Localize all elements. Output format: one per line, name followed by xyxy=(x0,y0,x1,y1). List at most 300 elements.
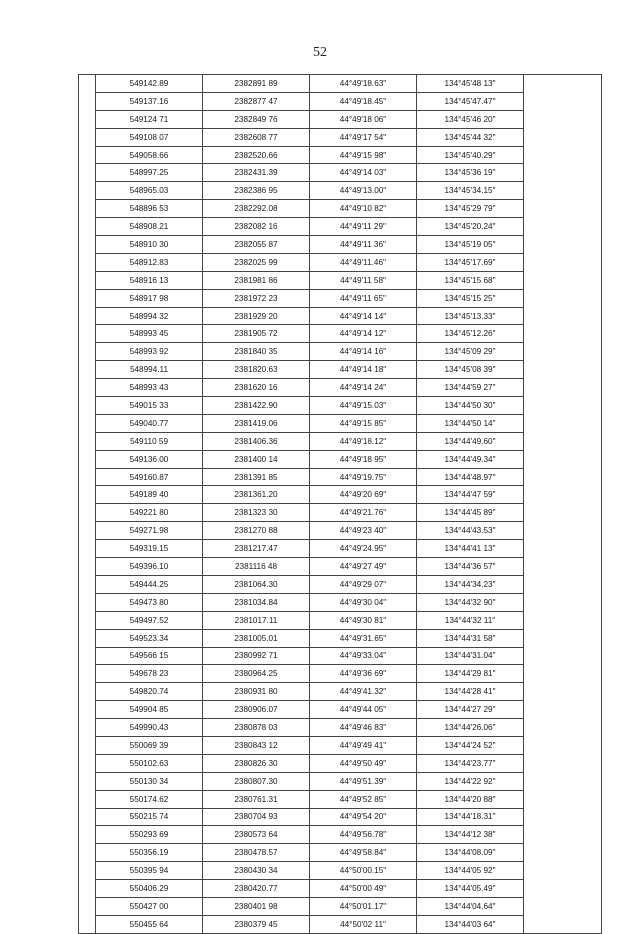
row-margin-cell xyxy=(79,558,96,576)
x-coordinate-cell: 550427 00 xyxy=(96,897,203,915)
x-coordinate-cell: 548993 43 xyxy=(96,379,203,397)
row-margin-cell xyxy=(79,182,96,200)
row-notes-cell xyxy=(524,540,602,558)
latitude-cell: 44°50'00 49" xyxy=(310,880,417,898)
latitude-cell: 44°49'21.76" xyxy=(310,504,417,522)
latitude-cell: 44°49'20 69" xyxy=(310,486,417,504)
longitude-cell: 134°44'59 27" xyxy=(417,379,524,397)
row-notes-cell xyxy=(524,450,602,468)
longitude-cell: 134°44'50 30" xyxy=(417,397,524,415)
table-row xyxy=(79,164,602,182)
latitude-cell: 44°49'14 12" xyxy=(310,325,417,343)
y-coordinate-cell: 2381929 20 xyxy=(203,307,310,325)
table-row xyxy=(79,629,602,647)
row-margin-cell xyxy=(79,540,96,558)
x-coordinate-cell: 548997.25 xyxy=(96,164,203,182)
x-coordinate-cell: 550356.19 xyxy=(96,844,203,862)
longitude-cell: 134°44'23.77" xyxy=(417,754,524,772)
y-coordinate-cell: 2382520.66 xyxy=(203,146,310,164)
latitude-cell: 44°49'30 81" xyxy=(310,611,417,629)
row-notes-cell xyxy=(524,665,602,683)
row-margin-cell xyxy=(79,307,96,325)
longitude-cell: 134°45'19 05" xyxy=(417,236,524,254)
longitude-cell: 134°45'47.47" xyxy=(417,92,524,110)
y-coordinate-cell: 2380906.07 xyxy=(203,701,310,719)
x-coordinate-cell: 548916 13 xyxy=(96,271,203,289)
row-margin-cell xyxy=(79,289,96,307)
y-coordinate-cell: 2382849 76 xyxy=(203,110,310,128)
longitude-cell: 134°45'20.24" xyxy=(417,218,524,236)
x-coordinate-cell: 548917 98 xyxy=(96,289,203,307)
longitude-cell: 134°44'49.34" xyxy=(417,450,524,468)
longitude-cell: 134°45'08 39" xyxy=(417,361,524,379)
row-margin-cell xyxy=(79,754,96,772)
table-row xyxy=(79,719,602,737)
row-notes-cell xyxy=(524,379,602,397)
row-margin-cell xyxy=(79,146,96,164)
row-notes-cell xyxy=(524,593,602,611)
y-coordinate-cell: 2382431.39 xyxy=(203,164,310,182)
row-notes-cell xyxy=(524,128,602,146)
x-coordinate-cell: 549904 85 xyxy=(96,701,203,719)
coordinates-table xyxy=(78,74,602,934)
row-notes-cell xyxy=(524,218,602,236)
y-coordinate-cell: 2380573 64 xyxy=(203,826,310,844)
longitude-cell: 134°45'40.29" xyxy=(417,146,524,164)
row-margin-cell xyxy=(79,325,96,343)
x-coordinate-cell: 550174.62 xyxy=(96,790,203,808)
latitude-cell: 44°49'13.00" xyxy=(310,182,417,200)
row-margin-cell xyxy=(79,253,96,271)
row-margin-cell xyxy=(79,218,96,236)
latitude-cell: 44°49'14 03" xyxy=(310,164,417,182)
x-coordinate-cell: 548910 30 xyxy=(96,236,203,254)
row-margin-cell xyxy=(79,719,96,737)
latitude-cell: 44°49'11.46" xyxy=(310,253,417,271)
x-coordinate-cell: 549189 40 xyxy=(96,486,203,504)
longitude-cell: 134°44'04.64" xyxy=(417,897,524,915)
table-row xyxy=(79,915,602,933)
latitude-cell: 44°49'14 14" xyxy=(310,307,417,325)
y-coordinate-cell: 2382292.08 xyxy=(203,200,310,218)
table-row xyxy=(79,343,602,361)
x-coordinate-cell: 549678 23 xyxy=(96,665,203,683)
table-row xyxy=(79,772,602,790)
x-coordinate-cell: 549160.87 xyxy=(96,468,203,486)
latitude-cell: 44°49'46 83" xyxy=(310,719,417,737)
row-notes-cell xyxy=(524,611,602,629)
row-margin-cell xyxy=(79,826,96,844)
row-margin-cell xyxy=(79,504,96,522)
x-coordinate-cell: 549990.43 xyxy=(96,719,203,737)
longitude-cell: 134°45'12.26" xyxy=(417,325,524,343)
row-margin-cell xyxy=(79,432,96,450)
row-notes-cell xyxy=(524,862,602,880)
row-notes-cell xyxy=(524,361,602,379)
longitude-cell: 134°45'15 25" xyxy=(417,289,524,307)
row-margin-cell xyxy=(79,486,96,504)
row-margin-cell xyxy=(79,164,96,182)
latitude-cell: 44°49'18 95" xyxy=(310,450,417,468)
row-margin-cell xyxy=(79,92,96,110)
row-margin-cell xyxy=(79,880,96,898)
row-margin-cell xyxy=(79,665,96,683)
table-row xyxy=(79,665,602,683)
row-notes-cell xyxy=(524,754,602,772)
table-row xyxy=(79,361,602,379)
y-coordinate-cell: 2380878 03 xyxy=(203,719,310,737)
x-coordinate-cell: 550069 39 xyxy=(96,736,203,754)
x-coordinate-cell: 549444.25 xyxy=(96,575,203,593)
longitude-cell: 134°44'41 13" xyxy=(417,540,524,558)
longitude-cell: 134°44'36 57" xyxy=(417,558,524,576)
row-notes-cell xyxy=(524,182,602,200)
row-margin-cell xyxy=(79,128,96,146)
row-margin-cell xyxy=(79,414,96,432)
latitude-cell: 44°50'01.17" xyxy=(310,897,417,915)
x-coordinate-cell: 550455 64 xyxy=(96,915,203,933)
row-notes-cell xyxy=(524,325,602,343)
x-coordinate-cell: 549142.89 xyxy=(96,75,203,93)
table-row xyxy=(79,862,602,880)
x-coordinate-cell: 549473 80 xyxy=(96,593,203,611)
row-margin-cell xyxy=(79,468,96,486)
row-margin-cell xyxy=(79,844,96,862)
latitude-cell: 44°49'27 49" xyxy=(310,558,417,576)
y-coordinate-cell: 2382386 95 xyxy=(203,182,310,200)
table-row xyxy=(79,397,602,415)
latitude-cell: 44°49'30 04" xyxy=(310,593,417,611)
table-row xyxy=(79,450,602,468)
longitude-cell: 134°44'32 11" xyxy=(417,611,524,629)
coordinates-table-body xyxy=(79,75,602,934)
row-margin-cell xyxy=(79,271,96,289)
longitude-cell: 134°44'32 90" xyxy=(417,593,524,611)
row-notes-cell xyxy=(524,629,602,647)
longitude-cell: 134°45'34.15" xyxy=(417,182,524,200)
longitude-cell: 134°44'20 88" xyxy=(417,790,524,808)
y-coordinate-cell: 2380704 93 xyxy=(203,808,310,826)
y-coordinate-cell: 2381116 48 xyxy=(203,558,310,576)
longitude-cell: 134°44'34.23" xyxy=(417,575,524,593)
row-notes-cell xyxy=(524,808,602,826)
row-margin-cell xyxy=(79,75,96,93)
table-row xyxy=(79,92,602,110)
row-notes-cell xyxy=(524,110,602,128)
y-coordinate-cell: 2381034.84 xyxy=(203,593,310,611)
table-row xyxy=(79,486,602,504)
y-coordinate-cell: 2382891 89 xyxy=(203,75,310,93)
longitude-cell: 134°45'46 20" xyxy=(417,110,524,128)
x-coordinate-cell: 550215 74 xyxy=(96,808,203,826)
row-notes-cell xyxy=(524,468,602,486)
row-notes-cell xyxy=(524,504,602,522)
x-coordinate-cell: 549566 15 xyxy=(96,647,203,665)
row-margin-cell xyxy=(79,361,96,379)
table-row xyxy=(79,289,602,307)
latitude-cell: 44°49'49 41" xyxy=(310,736,417,754)
row-notes-cell xyxy=(524,146,602,164)
row-margin-cell xyxy=(79,808,96,826)
longitude-cell: 134°44'31.04" xyxy=(417,647,524,665)
longitude-cell: 134°44'03 64" xyxy=(417,915,524,933)
latitude-cell: 44°49'33.04" xyxy=(310,647,417,665)
latitude-cell: 44°49'29 07" xyxy=(310,575,417,593)
row-margin-cell xyxy=(79,772,96,790)
row-margin-cell xyxy=(79,379,96,397)
longitude-cell: 134°44'48.97" xyxy=(417,468,524,486)
table-row xyxy=(79,736,602,754)
longitude-cell: 134°44'08.09" xyxy=(417,844,524,862)
y-coordinate-cell: 2381005.01 xyxy=(203,629,310,647)
table-row xyxy=(79,844,602,862)
y-coordinate-cell: 2380826 30 xyxy=(203,754,310,772)
row-notes-cell xyxy=(524,92,602,110)
latitude-cell: 44°49'15 85" xyxy=(310,414,417,432)
table-row xyxy=(79,880,602,898)
x-coordinate-cell: 550406.29 xyxy=(96,880,203,898)
row-margin-cell xyxy=(79,915,96,933)
x-coordinate-cell: 549136.00 xyxy=(96,450,203,468)
row-notes-cell xyxy=(524,683,602,701)
row-margin-cell xyxy=(79,236,96,254)
row-margin-cell xyxy=(79,200,96,218)
table-row xyxy=(79,414,602,432)
row-notes-cell xyxy=(524,880,602,898)
y-coordinate-cell: 2380964.25 xyxy=(203,665,310,683)
latitude-cell: 44°49'50 49" xyxy=(310,754,417,772)
latitude-cell: 44°49'15.03" xyxy=(310,397,417,415)
latitude-cell: 44°49'18.63" xyxy=(310,75,417,93)
row-margin-cell xyxy=(79,897,96,915)
latitude-cell: 44°49'11 36" xyxy=(310,236,417,254)
table-row xyxy=(79,200,602,218)
row-margin-cell xyxy=(79,790,96,808)
row-notes-cell xyxy=(524,736,602,754)
row-notes-cell xyxy=(524,397,602,415)
latitude-cell: 44°49'15 98" xyxy=(310,146,417,164)
longitude-cell: 134°44'50 14" xyxy=(417,414,524,432)
y-coordinate-cell: 2382608 77 xyxy=(203,128,310,146)
row-margin-cell xyxy=(79,522,96,540)
table-row xyxy=(79,146,602,164)
row-notes-cell xyxy=(524,790,602,808)
table-row xyxy=(79,253,602,271)
y-coordinate-cell: 2380761.31 xyxy=(203,790,310,808)
longitude-cell: 134°44'05.49" xyxy=(417,880,524,898)
row-notes-cell xyxy=(524,343,602,361)
y-coordinate-cell: 2381972 23 xyxy=(203,289,310,307)
x-coordinate-cell: 549058.66 xyxy=(96,146,203,164)
longitude-cell: 134°44'18.31" xyxy=(417,808,524,826)
row-notes-cell xyxy=(524,558,602,576)
table-row xyxy=(79,325,602,343)
y-coordinate-cell: 2382025 99 xyxy=(203,253,310,271)
x-coordinate-cell: 549015 33 xyxy=(96,397,203,415)
x-coordinate-cell: 549497.52 xyxy=(96,611,203,629)
x-coordinate-cell: 550130 34 xyxy=(96,772,203,790)
latitude-cell: 44°49'31.65" xyxy=(310,629,417,647)
row-notes-cell xyxy=(524,307,602,325)
row-notes-cell xyxy=(524,844,602,862)
y-coordinate-cell: 2381400 14 xyxy=(203,450,310,468)
row-notes-cell xyxy=(524,271,602,289)
longitude-cell: 134°44'45 89" xyxy=(417,504,524,522)
y-coordinate-cell: 2381422.90 xyxy=(203,397,310,415)
row-notes-cell xyxy=(524,522,602,540)
longitude-cell: 134°45'36 19" xyxy=(417,164,524,182)
latitude-cell: 44°49'23 40" xyxy=(310,522,417,540)
row-notes-cell xyxy=(524,772,602,790)
latitude-cell: 44°49'10 82" xyxy=(310,200,417,218)
y-coordinate-cell: 2381840 35 xyxy=(203,343,310,361)
x-coordinate-cell: 548993 45 xyxy=(96,325,203,343)
row-notes-cell xyxy=(524,647,602,665)
row-notes-cell xyxy=(524,164,602,182)
row-margin-cell xyxy=(79,736,96,754)
x-coordinate-cell: 548896 53 xyxy=(96,200,203,218)
x-coordinate-cell: 550293 69 xyxy=(96,826,203,844)
y-coordinate-cell: 2381270 88 xyxy=(203,522,310,540)
latitude-cell: 44°49'51.39" xyxy=(310,772,417,790)
row-notes-cell xyxy=(524,289,602,307)
latitude-cell: 44°49'14 24" xyxy=(310,379,417,397)
longitude-cell: 134°45'29 79" xyxy=(417,200,524,218)
x-coordinate-cell: 549319.15 xyxy=(96,540,203,558)
latitude-cell: 44°49'54 20" xyxy=(310,808,417,826)
row-margin-cell xyxy=(79,397,96,415)
x-coordinate-cell: 548908.21 xyxy=(96,218,203,236)
y-coordinate-cell: 2381419.06 xyxy=(203,414,310,432)
row-margin-cell xyxy=(79,110,96,128)
row-margin-cell xyxy=(79,593,96,611)
y-coordinate-cell: 2381905 72 xyxy=(203,325,310,343)
latitude-cell: 44°49'14 16" xyxy=(310,343,417,361)
latitude-cell: 44°50'00.15" xyxy=(310,862,417,880)
row-margin-cell xyxy=(79,629,96,647)
y-coordinate-cell: 2381361.20 xyxy=(203,486,310,504)
table-row xyxy=(79,522,602,540)
x-coordinate-cell: 550102.63 xyxy=(96,754,203,772)
longitude-cell: 134°45'17.69" xyxy=(417,253,524,271)
y-coordinate-cell: 2380401 98 xyxy=(203,897,310,915)
row-margin-cell xyxy=(79,575,96,593)
latitude-cell: 44°49'17 54" xyxy=(310,128,417,146)
longitude-cell: 134°44'26.06" xyxy=(417,719,524,737)
y-coordinate-cell: 2380992 71 xyxy=(203,647,310,665)
row-margin-cell xyxy=(79,647,96,665)
y-coordinate-cell: 2381620 16 xyxy=(203,379,310,397)
table-row xyxy=(79,683,602,701)
table-row xyxy=(79,808,602,826)
x-coordinate-cell: 549396.10 xyxy=(96,558,203,576)
table-row xyxy=(79,236,602,254)
y-coordinate-cell: 2382082 16 xyxy=(203,218,310,236)
latitude-cell: 44°49'24.95" xyxy=(310,540,417,558)
y-coordinate-cell: 2380931 80 xyxy=(203,683,310,701)
row-notes-cell xyxy=(524,826,602,844)
row-notes-cell xyxy=(524,701,602,719)
row-notes-cell xyxy=(524,75,602,93)
table-row xyxy=(79,826,602,844)
longitude-cell: 134°44'27 29" xyxy=(417,701,524,719)
row-margin-cell xyxy=(79,683,96,701)
latitude-cell: 44°49'56.78" xyxy=(310,826,417,844)
y-coordinate-cell: 2382055 87 xyxy=(203,236,310,254)
table-row xyxy=(79,504,602,522)
x-coordinate-cell: 549221 80 xyxy=(96,504,203,522)
row-notes-cell xyxy=(524,253,602,271)
table-row xyxy=(79,897,602,915)
row-margin-cell xyxy=(79,450,96,468)
longitude-cell: 134°45'09 29" xyxy=(417,343,524,361)
x-coordinate-cell: 549271.98 xyxy=(96,522,203,540)
latitude-cell: 44°49'11 29" xyxy=(310,218,417,236)
table-row xyxy=(79,575,602,593)
y-coordinate-cell: 2381391 85 xyxy=(203,468,310,486)
row-notes-cell xyxy=(524,414,602,432)
latitude-cell: 44°49'52 85" xyxy=(310,790,417,808)
latitude-cell: 44°49'18 06" xyxy=(310,110,417,128)
longitude-cell: 134°44'22 92" xyxy=(417,772,524,790)
row-notes-cell xyxy=(524,575,602,593)
latitude-cell: 44°50'02 11" xyxy=(310,915,417,933)
longitude-cell: 134°45'15 68" xyxy=(417,271,524,289)
longitude-cell: 134°44'31 58" xyxy=(417,629,524,647)
page-number: 52 xyxy=(313,45,327,60)
x-coordinate-cell: 549124 71 xyxy=(96,110,203,128)
longitude-cell: 134°45'13.33" xyxy=(417,307,524,325)
table-row xyxy=(79,307,602,325)
row-notes-cell xyxy=(524,915,602,933)
x-coordinate-cell: 548994.11 xyxy=(96,361,203,379)
table-row xyxy=(79,540,602,558)
latitude-cell: 44°49'18.45" xyxy=(310,92,417,110)
table-row xyxy=(79,593,602,611)
x-coordinate-cell: 549137.16 xyxy=(96,92,203,110)
table-row xyxy=(79,468,602,486)
table-row xyxy=(79,75,602,93)
y-coordinate-cell: 2380807.30 xyxy=(203,772,310,790)
longitude-cell: 134°44'28 41" xyxy=(417,683,524,701)
y-coordinate-cell: 2382877 47 xyxy=(203,92,310,110)
latitude-cell: 44°49'11 65" xyxy=(310,289,417,307)
longitude-cell: 134°44'47 59" xyxy=(417,486,524,504)
table-row xyxy=(79,790,602,808)
table-row xyxy=(79,128,602,146)
table-row xyxy=(79,218,602,236)
latitude-cell: 44°49'36 69" xyxy=(310,665,417,683)
row-margin-cell xyxy=(79,611,96,629)
latitude-cell: 44°49'41.32" xyxy=(310,683,417,701)
latitude-cell: 44°49'14 18" xyxy=(310,361,417,379)
row-notes-cell xyxy=(524,200,602,218)
y-coordinate-cell: 2380430 34 xyxy=(203,862,310,880)
y-coordinate-cell: 2380379 45 xyxy=(203,915,310,933)
table-row xyxy=(79,754,602,772)
row-notes-cell xyxy=(524,719,602,737)
latitude-cell: 44°49'44 05" xyxy=(310,701,417,719)
x-coordinate-cell: 548912.83 xyxy=(96,253,203,271)
longitude-cell: 134°44'29 81" xyxy=(417,665,524,683)
row-margin-cell xyxy=(79,343,96,361)
y-coordinate-cell: 2381820.63 xyxy=(203,361,310,379)
latitude-cell: 44°49'19.75" xyxy=(310,468,417,486)
x-coordinate-cell: 548965.03 xyxy=(96,182,203,200)
y-coordinate-cell: 2381017.11 xyxy=(203,611,310,629)
y-coordinate-cell: 2381406.36 xyxy=(203,432,310,450)
x-coordinate-cell: 549110 59 xyxy=(96,432,203,450)
